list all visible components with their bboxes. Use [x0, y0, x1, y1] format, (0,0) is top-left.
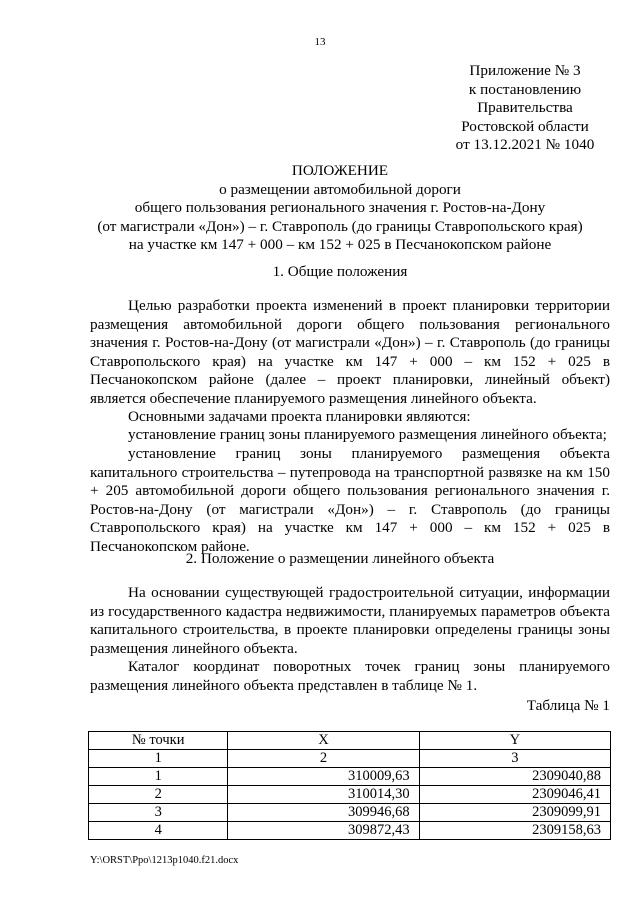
table-cell: 1	[89, 750, 228, 768]
table-row	[89, 786, 611, 804]
title-line: о размещении автомобильной дороги	[219, 180, 461, 198]
table-cell: 2	[89, 786, 228, 804]
table-cell: 2309158,63	[419, 822, 610, 840]
table-cell: 2309040,88	[419, 768, 610, 786]
section-1-paragraph-4: установление границ зоны планируемого размещения объекта капитального строительства – путепровода на транспортной развязке на км 150 + 205 автомобильной дороги общего пользования регионального значения г. Ростов-на-Дону (от магистрали «Дон») – г. Ставрополь (до границы Ставропольского края) на участке км 147 + 000 – км 152 + 025 в Песчанокопском районе.	[90, 445, 610, 555]
title-line: (от магистрали «Дон») – г. Ставрополь (до границы Ставропольского края)	[97, 217, 583, 235]
table-cell: 3	[89, 804, 228, 822]
section-1-paragraph-1: Целью разработки проекта изменений в проект планировки территории размещения автомобильной дороги общего пользования регионального значения г. Ростов-на-Дону (от магистрали «Дон») – г. Ставрополь (до границы Ставропольского края) на участке км 147 + 000 – км 152 + 025 в Песчанокопском районе (далее – проект планировки, линейный объект) является обеспечение планируемого размещения линейного объекта.	[90, 297, 610, 407]
table-row	[89, 822, 611, 840]
column-header: X	[228, 732, 419, 750]
table-cell: 310014,30	[228, 786, 419, 804]
column-header: № точки	[89, 732, 228, 750]
appendix-reference	[430, 62, 620, 155]
table-header-row	[89, 732, 611, 750]
appendix-line: Правительства	[477, 99, 573, 116]
column-header: Y	[419, 732, 610, 750]
document-title	[60, 162, 620, 255]
page-number: 13	[314, 36, 326, 48]
appendix-line: к постановлению	[468, 80, 582, 98]
coordinates-table	[88, 731, 611, 840]
section-2-paragraph-2: Каталог координат поворотных точек границ зоны планируемого размещения линейного объекта представлен в таблице № 1.	[90, 658, 610, 694]
table-cell: 4	[89, 822, 228, 840]
section-2-paragraph-1: На основании существующей градостроительной ситуации, информации из государственного кадастра недвижимости, планируемых параметров объекта капитального строительства, в проекте планировки определены границы зоны размещения линейного объекта.	[90, 584, 610, 657]
file-path-footer: Y:\ORST\Ppo\1213p1040.f21.docx	[90, 855, 239, 866]
table-row	[89, 804, 611, 822]
table-cell: 310009,63	[228, 768, 419, 786]
appendix-line: Приложение № 3	[469, 62, 581, 79]
table-index-row	[89, 750, 611, 768]
title-heading: ПОЛОЖЕНИЕ	[291, 162, 389, 179]
table-cell: 2309046,41	[419, 786, 610, 804]
table-cell: 2	[228, 750, 419, 768]
table-caption: Таблица № 1	[526, 697, 610, 714]
table-cell: 1	[89, 768, 228, 786]
table-row	[89, 768, 611, 786]
section-1-paragraph-2: Основными задачами проекта планировки являются:	[128, 408, 471, 425]
table-cell: 309872,43	[228, 822, 419, 840]
title-line: на участке км 147 + 000 – км 152 + 025 в Песчанокопском районе	[128, 236, 552, 253]
table-cell: 3	[419, 750, 610, 768]
section-1-paragraph-3: установление границ зоны планируемого размещения линейного объекта;	[128, 426, 607, 443]
appendix-line: от 13.12.2021 № 1040	[455, 136, 595, 153]
table-cell: 2309099,91	[419, 804, 610, 822]
appendix-line: Ростовской области	[461, 117, 589, 135]
section-2-heading: 2. Положение о размещении линейного объекта	[185, 550, 495, 567]
title-line: общего пользования регионального значения г. Ростов-на-Дону	[134, 199, 546, 216]
table-cell: 309946,68	[228, 804, 419, 822]
section-1-heading: 1. Общие положения	[272, 263, 408, 280]
